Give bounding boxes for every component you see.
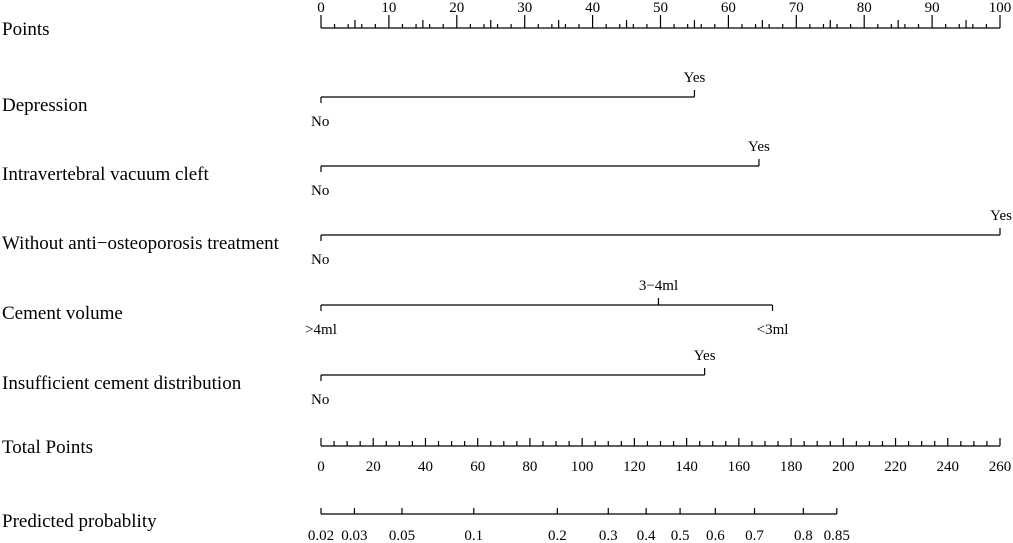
row-label-variable: Intravertebral vacuum cleft <box>2 164 209 185</box>
probability-tick-label: 0.8 <box>793 528 813 543</box>
variable-level-label: Yes <box>683 70 706 86</box>
total-points-tick-label: 100 <box>570 459 594 475</box>
total-points-tick-label: 180 <box>779 459 803 475</box>
row-label-points: Points <box>2 19 50 40</box>
points-tick-label: 20 <box>449 0 465 16</box>
row-label-variable: Insufficient cement distribution <box>2 373 242 394</box>
probability-tick-label: 0.1 <box>464 528 484 543</box>
variable-level-label: Yes <box>990 208 1012 224</box>
variable-level-label: Yes <box>693 348 716 364</box>
probability-tick-label: 0.5 <box>670 528 690 543</box>
probability-tick-label: 0.85 <box>823 528 850 543</box>
total-points-tick-label: 160 <box>727 459 751 475</box>
variable-level-label: No <box>311 392 330 408</box>
probability-tick-label: 0.2 <box>547 528 567 543</box>
variable-level-label: 3−4ml <box>638 278 679 294</box>
points-tick-label: 80 <box>856 0 872 16</box>
total-points-tick-label: 260 <box>988 459 1012 475</box>
probability-tick-label: 0.03 <box>341 528 368 543</box>
total-points-tick-label: 140 <box>675 459 698 475</box>
points-tick-label: 30 <box>517 0 533 16</box>
points-tick-label: 70 <box>788 0 804 16</box>
points-tick-label: 10 <box>381 0 397 16</box>
total-points-tick-label: 120 <box>623 459 646 475</box>
row-label-variable: Depression <box>2 95 88 116</box>
variable-level-label: <3ml <box>756 322 789 338</box>
row-label-probability: Predicted probablity <box>2 511 157 532</box>
total-points-tick-label: 0 <box>317 459 325 475</box>
variable-level-label: >4ml <box>305 322 337 338</box>
probability-tick-label: 0.02 <box>307 528 335 543</box>
points-tick-label: 50 <box>653 0 668 16</box>
probability-tick-label: 0.05 <box>388 528 416 543</box>
probability-tick-label: 0.3 <box>598 528 618 543</box>
total-points-tick-label: 60 <box>470 459 486 475</box>
row-label-total-points: Total Points <box>2 437 94 458</box>
variable-level-label: No <box>311 114 330 130</box>
variable-level-label: No <box>311 252 330 268</box>
probability-tick-label: 0.6 <box>705 528 725 543</box>
points-tick-label: 40 <box>585 0 601 16</box>
total-points-tick-label: 40 <box>417 459 433 475</box>
total-points-tick-label: 80 <box>522 459 538 475</box>
total-points-tick-label: 20 <box>365 459 381 475</box>
total-points-tick-label: 200 <box>832 459 855 475</box>
row-label-variable: Cement volume <box>2 303 123 324</box>
total-points-tick-label: 240 <box>936 459 960 475</box>
probability-tick-label: 0.4 <box>636 528 656 543</box>
probability-tick-label: 0.7 <box>745 528 764 543</box>
points-tick-label: 100 <box>988 0 1012 16</box>
variable-level-label: No <box>311 183 330 199</box>
variable-level-label: Yes <box>748 139 770 155</box>
points-tick-label: 60 <box>720 0 736 16</box>
points-tick-label: 90 <box>924 0 940 16</box>
row-label-variable: Without anti−osteoporosis treatment <box>2 233 279 254</box>
total-points-tick-label: 220 <box>884 459 907 475</box>
points-tick-label: 0 <box>317 0 325 16</box>
